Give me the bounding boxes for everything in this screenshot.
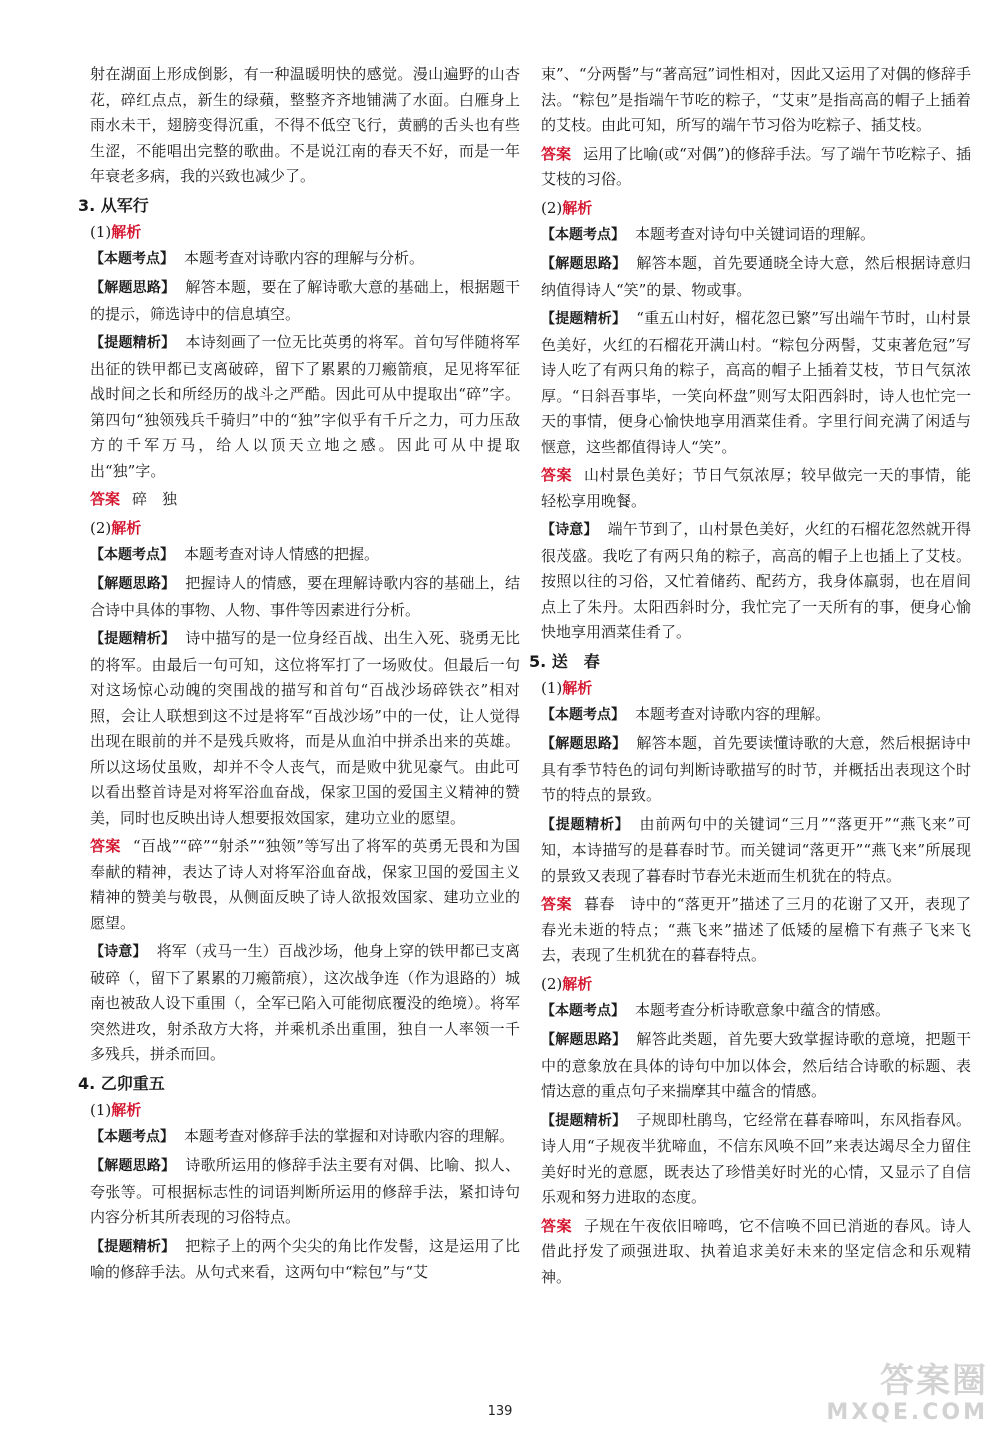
s4-part2-label: (2)解析 [541,198,593,217]
s4p1-answer: 答案 运用了比喻(或“对偶”)的修辞手法。写了端午节吃粽子、插艾枝的习俗。 [541,144,971,188]
s3p2-shiyi: 【诗意】 将军（戎马一生）百战沙场，他身上穿的铁甲都已支离破碎（，留下了累累的刀瘢箭痕），这次战争连（作为退路的）城南也被敌人设下重围（，全军已陷入可能彻底覆没的绝境）。将军突然进攻，射杀敌方大将，并乘机杀出重围，独自一人率领一千多残兵，拼杀而回。 [90,942,520,1063]
s3p2-silu: 【解题思路】 把握诗人的情感，要在理解诗歌内容的基础上，结合诗中具体的事物、人物、事件等因素进行分析。 [90,574,521,619]
s4p2-silu: 【解题思路】 解答本题，首先要通晓全诗大意，然后根据诗意归纳值得诗人“笑”的景、物或事。 [541,254,972,299]
s3p1-jingxi: 【提题精析】 本诗刻画了一位无比英勇的将军。首句写伴随将军出征的铁甲都已支离破碎，留下了累累的刀瘢箭痕，足见将军征战时间之长和所经历的战斗之严酷。因此可从中提取出“碎”字。第四句“独领残兵千骑归”中的“独”字似乎有千斤之力，可力压敌方的千军万马，给人以顶天立地之感。因此可从中提取出“独”字。 [90,333,521,480]
s4p2-shiyi: 【诗意】 端午节到了，山村景色美好，火红的石榴花忽然就开得很茂盛。我吃了有两只角的粽子，高高的帽子上也插上了艾枝。按照以往的习俗，又忙着储药、配药方，我身体羸弱，也在眉间点上了朱丹。太阳西斜时分，我忙完了一天所有的事，便身心愉快地享用酒菜佳肴了。 [541,520,971,641]
s3p2-kaodian: 【本题考点】 本题考查对诗人情感的把握。 [90,544,380,563]
s4p2-answer: 答案 山村景色美好；节日气氛浓厚；较早做完一天的事情，能轻松享用晚餐。 [541,466,971,510]
s3p1-silu: 【解题思路】 解答本题，要在了解诗歌大意的基础上，根据题干的提示，筛选诗中的信息填空。 [90,278,521,323]
s5p1-silu: 【解题思路】 解答本题，首先要读懂诗歌的大意，然后根据诗中具有季节特色的词句判断诗歌描写的时节，并概括出表现这个时节的特点的景致。 [541,734,972,804]
s3p2-answer: 答案 “百战”“碎”“射杀”“独领”等写出了将军的英勇无畏和为国奉献的精神，表达了诗人对将军浴血奋战，保家卫国的爱国主义精神的赞美与敬畏，从侧面反映了诗人欲报效国家、建功立业的愿望。 [90,837,520,932]
s3p1-answer: 答案 碎 独 [90,490,178,508]
section-4-title: 4. 乙卯重五 [78,1073,165,1093]
s4-part1-label: (1)解析 [90,1100,142,1119]
s5p1-kaodian: 【本题考点】 本题考查对诗歌内容的理解。 [541,704,831,723]
s5p2-kaodian: 【本题考点】 本题考查分析诗歌意象中蕴含的情感。 [541,1000,891,1019]
s5-part1-label: (1)解析 [541,678,593,697]
watermark-top-text: 答案圈 [880,1361,988,1401]
s4p2-jingxi: 【提题精析】 “重五山村好，榴花忽已繁”写出端午节时，山村景色美好，火红的石榴花开满山村。“粽包分两髻，艾束著危冠”写诗人吃了有两只角的粽子，高高的帽子上插着艾枝，节日气氛浓厚。“日斜吾事毕，一笑向杯盘”则写太阳西斜时，诗人也忙完一天的事情，便身心愉快地享用酒菜佳肴。字里行间充满了闲适与惬意，这些都值得诗人“笑”。 [541,309,972,456]
s3-part2-label: (2)解析 [90,518,142,537]
right-column [529,62,972,1293]
s5p2-jingxi: 【提题精析】 子规即杜鹃鸟，它经常在暮春啼叫，东风指春风。诗人用“子规夜半犹啼血，不信东风唤不回”来表达竭尽全力留住美好时光的意愿，既表达了珍惜美好时光的心情，又显示了自信乐观和努力进取的态度。 [541,1110,972,1206]
s3-part1-label: (1)解析 [90,222,142,241]
s3p2-jingxi: 【提题精析】 诗中描写的是一位身经百战、出生入死、骁勇无比的将军。由最后一句可知，这位将军打了一场败仗。但最后一句对这场惊心动魄的突围战的描写和首句“百战沙场碎铁衣”相对照，会让人联想到这不过是将军“百战沙场”中的一仗，让人觉得出现在眼前的并不是残兵败将，而是从血泊中拼杀出来的英雄。所以这场仗虽败，却并不令人丧气，而是败中犹见豪气。由此可以看出整首诗是对将军浴血奋战，保家卫国的爱国主义精神的赞美，同时也反映出诗人想要报效国家，建功立业的愿望。 [90,629,521,827]
s5p1-answer: 答案 暮春 诗中的“落更开”描述了三月的花谢了又开，表现了春光未逝的特点；“燕飞来”描述了低矮的屋檐下有燕子飞来飞去，表现了生机犹在的暮春特点。 [541,895,971,964]
s4p1-kaodian: 【本题考点】 本题考查对修辞手法的掌握和对诗歌内容的理解。 [90,1126,515,1145]
s5p1-jingxi: 【提题精析】 由前两句中的关键词“三月”“落更开”“燕飞来”可知，本诗描写的是暮春时节。而关键词“落更开”“燕飞来”所展现的景致又表现了暮春时节春光未逝而生机犹在的特点。 [541,814,972,885]
intro-paragraph: 射在湖面上形成倒影，有一种温暖明快的感觉。漫山遍野的山杏花，碎红点点，新生的绿蘋，整整齐齐地铺满了水面。白雁身上雨水未干，翅膀变得沉重，不得不低空飞行，黄鹂的舌头也有些生涩，不能唱出完整的歌曲。不是说江南的春天不好，而是一年年衰老多病，我的兴致也减少了。 [90,65,520,185]
s3p1-kaodian: 【本题考点】 本题考查对诗歌内容的理解与分析。 [90,248,425,267]
section-3-title: 3. 从军行 [78,195,149,215]
watermark-logo [783,1362,988,1432]
watermark-bottom-text: MXQE.COM [826,1400,988,1425]
s4p1-continued: 束”、“分两髻”与“著高冠”词性相对，因此又运用了对偶的修辞手法。“粽包”是指端午节吃的粽子，“艾束”是指高高的帽子上插着的艾枝。由此可知，所写的端午节习俗为吃粽子、插艾枝。 [541,65,971,134]
page-number: 139 [487,1404,513,1419]
s5p2-silu: 【解题思路】 解答此类题，首先要大致掌握诗歌的意境，把题干中的意象放在具体的诗句中加以体会，然后结合诗歌的标题、表情达意的重点句子来揣摩其中蕴含的情感。 [541,1030,972,1100]
s5p2-answer: 答案 子规在午夜依旧啼鸣，它不信唤不回已消逝的春风。诗人借此抒发了顽强进取、执着追求美好未来的坚定信念和乐观精神。 [541,1216,971,1286]
section-5-title: 5. 送 春 [529,651,600,671]
s4p1-silu: 【解题思路】 诗歌所运用的修辞手法主要有对偶、比喻、拟人、夸张等。可根据标志性的词语判断所运用的修辞手法，紧扣诗句内容分析其所表现的习俗特点。 [90,1156,521,1226]
s4p1-jingxi: 【提题精析】 把粽子上的两个尖尖的角比作发髻，这是运用了比喻的修辞手法。从句式来看，这两句中“粽包”与“艾 [90,1236,521,1281]
s5-part2-label: (2)解析 [541,974,593,993]
s4p2-kaodian: 【本题考点】 本题考查对诗句中关键词语的理解。 [541,224,876,243]
left-column [78,62,521,1289]
